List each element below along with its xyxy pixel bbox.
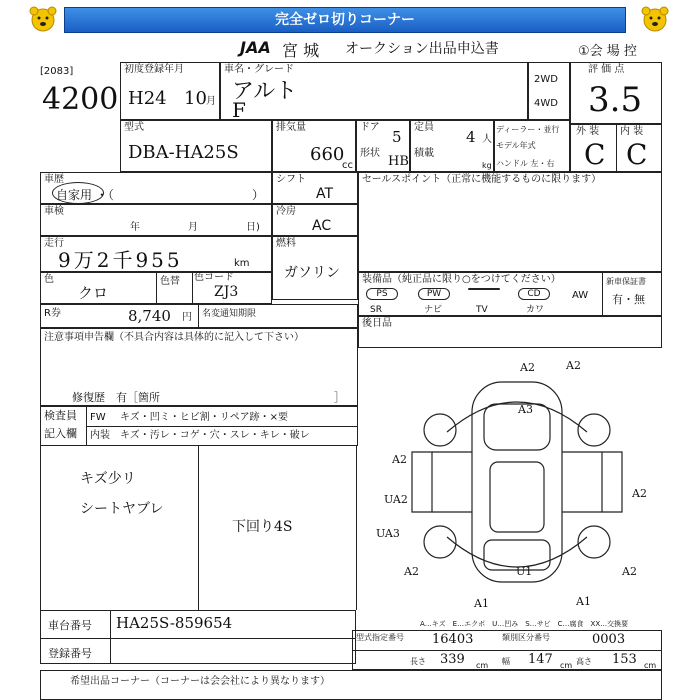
- doors-value: 5: [392, 128, 402, 146]
- color-code-label: 色コード: [194, 272, 234, 283]
- length-unit: cm: [476, 661, 489, 670]
- drive-2wd: 2WD: [534, 74, 558, 85]
- note-underbody: 下回り4S: [232, 519, 293, 535]
- venue-copy: ①会 場 控: [578, 44, 637, 59]
- ac-label: 冷房: [276, 206, 296, 217]
- shape-value: HB: [388, 154, 409, 169]
- model-label: 車名・グレード: [224, 64, 294, 75]
- height-unit: cm: [644, 661, 657, 670]
- equip-navi: ナビ: [424, 305, 443, 315]
- width-label: 幅: [502, 657, 510, 666]
- plate-label: 登録番号: [48, 647, 92, 660]
- mark-a2-2: A2: [566, 359, 581, 372]
- reg-month-unit: 月: [206, 96, 216, 107]
- color-code-value: ZJ3: [214, 284, 239, 300]
- reg-era-year: H24: [128, 88, 167, 109]
- note-scratches: キズ少リ: [80, 471, 136, 487]
- entry-label: 記入欄: [44, 427, 77, 440]
- spec-row2-value: 0003: [592, 632, 626, 647]
- mileage-label: 走行: [44, 238, 64, 249]
- sales-cell: [358, 172, 662, 272]
- new-warranty-label: 新車保証書: [606, 277, 646, 286]
- bear-mascot-icon-right: [640, 4, 670, 34]
- fuel-label: 燃料: [276, 238, 296, 249]
- org-name: 宮 城: [282, 41, 320, 60]
- mileage-value: 9万2千955: [58, 248, 183, 272]
- recycle-unit: 円: [182, 312, 192, 323]
- handle-label: ハンドル 左・右: [496, 159, 555, 168]
- exterior-value: C: [584, 138, 606, 171]
- interior-value: C: [626, 138, 648, 171]
- chassis-label: 車台番号: [48, 619, 92, 632]
- spec-row1-value: 16403: [432, 632, 474, 647]
- model-grade: F: [232, 98, 246, 122]
- equip-pw: PW: [418, 288, 450, 300]
- history-label: 車歴: [44, 174, 64, 185]
- spec-row1-label: 型式指定番号: [356, 633, 404, 642]
- shift-label: シフト: [276, 174, 306, 185]
- interior-label: 内 装: [620, 126, 644, 137]
- inspection-day: 日): [246, 222, 260, 233]
- reg-label: 初度登録年月: [124, 64, 184, 75]
- mark-a2-5: A2: [404, 565, 419, 578]
- org-logo: JAA: [240, 38, 271, 57]
- grade-score: 3.5: [588, 80, 643, 120]
- drive-cell: [528, 62, 570, 120]
- mark-a2-1: A2: [520, 361, 535, 374]
- diagram-legend: A…キズ E…エクボ U…凹み S…サビ C…腐食 XX…交換要: [420, 620, 629, 628]
- int-items: キズ・汚レ・コゲ・穴・スレ・キレ・破レ: [120, 430, 310, 441]
- repair-close: ］: [334, 391, 345, 404]
- color-value: クロ: [78, 284, 109, 302]
- type-value: DBA-HA25S: [128, 142, 239, 163]
- fw-label: FW: [90, 412, 106, 423]
- rear-cell: [358, 316, 662, 348]
- lot-code: [2083]: [40, 66, 74, 77]
- history-close: ）: [252, 188, 265, 202]
- color-change-label: 色替: [160, 276, 180, 287]
- ac-value: AC: [312, 218, 332, 234]
- shift-value: AT: [316, 186, 334, 202]
- rear-label: 後日品: [362, 318, 392, 329]
- height-label: 高さ: [576, 657, 592, 666]
- width-value: 147: [528, 652, 553, 667]
- model-name: アルト: [232, 79, 298, 104]
- load-unit: kg: [482, 161, 492, 170]
- chassis-value: HA25S-859654: [116, 614, 233, 632]
- displacement-label: 排気量: [276, 122, 306, 133]
- mark-a1-2: A1: [576, 595, 591, 608]
- height-value: 153: [612, 652, 637, 667]
- recycle-cell: [40, 304, 358, 328]
- banner-title: 完全ゼロ切りコーナー: [64, 7, 626, 33]
- doors-label: ドア: [360, 122, 380, 133]
- mark-a2-4: A2: [632, 487, 647, 500]
- form-title: オークション出品申込書: [345, 41, 499, 57]
- drive-4wd: 4WD: [534, 98, 558, 109]
- name-change-label: 名変通知期限: [202, 309, 257, 319]
- footer-label: 希望出品コーナー（コーナーは会会社により異なります）: [70, 676, 330, 687]
- mark-a1-1: A1: [474, 597, 489, 610]
- fuel-value: ガソリン: [284, 265, 340, 281]
- displacement-unit: cc: [342, 160, 353, 171]
- notes-label: 注意事項申告欄（不具合内容は具体的に記入して下さい）: [44, 332, 304, 343]
- inspector-label: 検査員: [44, 409, 77, 422]
- bear-mascot-icon: [28, 4, 58, 34]
- equip-sr: SR: [370, 305, 382, 315]
- displacement-value: 660: [310, 144, 345, 165]
- equip-leather: カワ: [526, 305, 545, 315]
- grade-label: 評 価 点: [588, 64, 625, 75]
- history-circle: [52, 182, 104, 204]
- shape-label: 形状: [360, 148, 380, 159]
- capacity-unit: 人: [482, 134, 492, 145]
- inspection-year: 年: [130, 222, 140, 233]
- repair-label: 修復歴 有［箇所: [72, 391, 160, 404]
- mark-a3: A3: [518, 403, 533, 416]
- recycle-value: 8,740: [128, 307, 171, 325]
- load-label: 積載: [414, 148, 434, 159]
- equip-audio: [468, 288, 500, 290]
- equip-aw: AW: [572, 290, 589, 301]
- reg-month: 10: [184, 88, 207, 109]
- history-value: 自家用 ・（: [56, 188, 114, 202]
- mark-u1: U1: [516, 565, 533, 578]
- new-warranty-value: 有・無: [612, 293, 645, 306]
- width-unit: cm: [560, 661, 573, 670]
- color-label: 色: [44, 274, 54, 285]
- fw-items: キズ・凹ミ・ヒビ割・リペア跡・×要: [120, 412, 288, 423]
- length-label: 長さ: [410, 657, 426, 666]
- mark-ua3: UA3: [376, 527, 400, 540]
- sales-label: セールスポイント（正常に機能するものに限ります）: [362, 174, 602, 185]
- capacity-value: 4: [466, 128, 476, 146]
- inspection-month: 月: [188, 222, 198, 233]
- inspection-label: 車検: [44, 206, 64, 217]
- length-value: 339: [440, 652, 465, 667]
- mark-a2-6: A2: [622, 565, 637, 578]
- equip-tv: TV: [476, 305, 488, 315]
- mark-ua2: UA2: [384, 493, 408, 506]
- mark-a2-3: A2: [392, 453, 407, 466]
- equip-ps: PS: [366, 288, 398, 300]
- inspection-cell: [40, 204, 272, 236]
- spec-row2-label: 類別区分番号: [502, 633, 550, 642]
- capacity-label: 定員: [414, 122, 434, 133]
- top-banner: [0, 0, 700, 36]
- equipment-label: 装備品（純正品に限り○をつけてください）: [362, 274, 561, 285]
- equip-cd: CD: [518, 288, 550, 300]
- mileage-unit: km: [234, 258, 250, 269]
- lot-number: 4200: [42, 82, 119, 117]
- type-label: 型式: [124, 122, 144, 133]
- recycle-label: R券: [44, 308, 61, 319]
- exterior-label: 外 装: [576, 126, 600, 137]
- int-label: 内装: [90, 430, 110, 441]
- note-seat-tear: シートヤブレ: [80, 501, 164, 517]
- dealer-label: ディーラー・並行: [496, 125, 560, 134]
- model-year-label: モデル年式: [496, 141, 536, 150]
